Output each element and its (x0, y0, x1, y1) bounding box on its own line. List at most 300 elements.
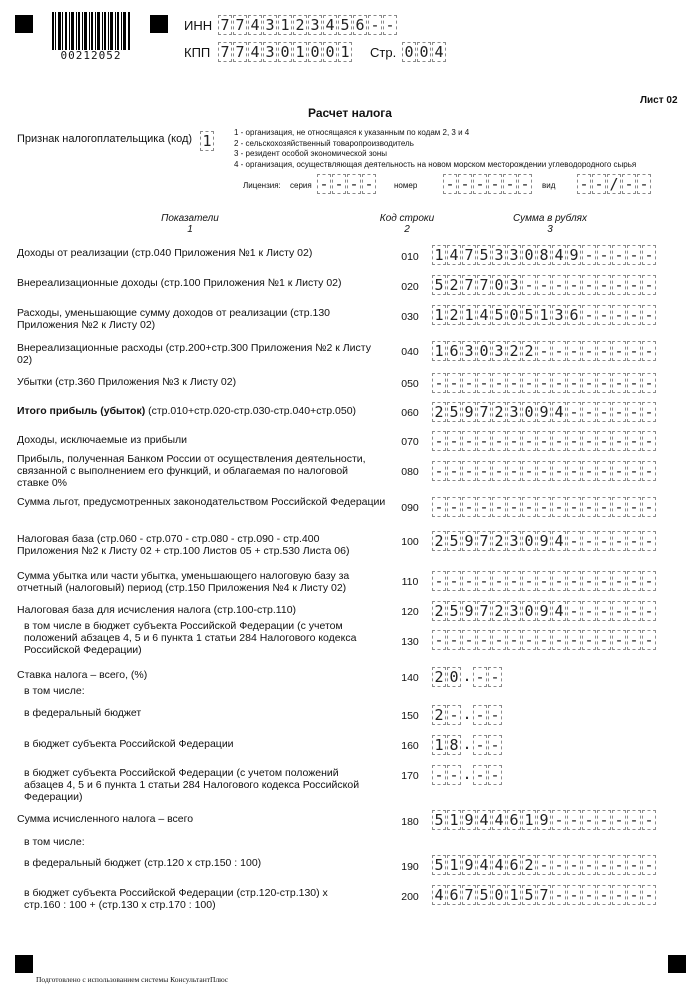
corner-marker-bottom-right (668, 955, 686, 973)
rate-frac-cell: - (488, 705, 502, 725)
amount-cells (432, 497, 657, 517)
amount-cell: 7 (477, 601, 491, 621)
row-label-130 (24, 620, 364, 656)
amount-cells (432, 275, 657, 295)
row-label-110 (17, 570, 372, 594)
amount-cells (432, 571, 657, 591)
inn-cell: 3 (263, 15, 277, 35)
amount-cell: - (627, 497, 641, 517)
amount-cell: 4 (447, 245, 461, 265)
amount-cell: 1 (447, 855, 461, 875)
amount-cell: - (612, 373, 626, 393)
amount-cell: - (447, 461, 461, 481)
amount-cell: - (597, 630, 611, 650)
amount-cell: - (537, 373, 551, 393)
rate-frac-cell: - (473, 735, 487, 755)
amount-cell: 3 (507, 245, 521, 265)
amount-cell: - (612, 275, 626, 295)
rate-frac-cell: - (488, 765, 502, 785)
license-series-cell: - (347, 174, 361, 194)
license-type-cell: / (607, 174, 621, 194)
amount-cells (432, 431, 657, 451)
amount-cell: - (627, 885, 641, 905)
amount-cell: 9 (462, 855, 476, 875)
license-type-cells (577, 174, 652, 194)
amount-cell: - (432, 630, 446, 650)
amount-cell: - (642, 245, 656, 265)
computed-code: 180 (401, 816, 419, 828)
row-label-text: Убытки (стр.360 Приложения №3 к Листу 02) (17, 376, 237, 388)
amount-cell: - (567, 497, 581, 517)
amount-cell: 0 (492, 885, 506, 905)
license-series-cell: - (332, 174, 346, 194)
rate-decimal-point: . (462, 667, 472, 685)
amount-cell: 0 (507, 305, 521, 325)
column-header-sum-title: Сумма в рублях (513, 213, 587, 224)
rate-code: 150 (401, 710, 419, 722)
amount-cell: - (597, 571, 611, 591)
computed-total-label: Сумма исчисленного налога – всего (17, 813, 194, 825)
taxpayer-label: Признак налогоплательщика (код) (17, 133, 193, 145)
amount-cell: - (642, 855, 656, 875)
amount-cell: - (447, 497, 461, 517)
amount-cell: - (582, 373, 596, 393)
amount-cell: - (627, 275, 641, 295)
kpp-cell: 0 (323, 42, 337, 62)
license-series-cell: - (317, 174, 331, 194)
amount-cell: - (522, 275, 536, 295)
row-label-070 (17, 434, 387, 446)
amount-cells (432, 305, 657, 325)
amount-cell: 2 (522, 855, 536, 875)
inn-cell: - (383, 15, 397, 35)
amount-cell: - (567, 341, 581, 361)
amount-cell: 0 (492, 275, 506, 295)
amount-cell: - (537, 341, 551, 361)
barcode-bars (52, 12, 130, 50)
column-header-sum-number: 3 (547, 224, 553, 235)
amount-cell: 3 (507, 601, 521, 621)
license-number-cell: - (473, 174, 487, 194)
amount-cell: - (627, 531, 641, 551)
amount-cell: 5 (492, 305, 506, 325)
amount-cell: 9 (462, 402, 476, 422)
amount-cell: 4 (552, 601, 566, 621)
amount-cell: - (642, 402, 656, 422)
amount-cell: - (552, 885, 566, 905)
amount-cell: - (537, 855, 551, 875)
amount-cell: - (552, 275, 566, 295)
amount-cell: 7 (537, 885, 551, 905)
amount-cell: 4 (477, 810, 491, 830)
inn-cell: 7 (233, 15, 247, 35)
amount-cell: 0 (522, 402, 536, 422)
amount-cell: 0 (522, 245, 536, 265)
row-label-040 (17, 342, 387, 366)
amount-cell: - (567, 571, 581, 591)
amount-cell: - (567, 601, 581, 621)
amount-cell: - (507, 461, 521, 481)
amount-cell: - (627, 373, 641, 393)
amount-cell: - (642, 497, 656, 517)
amount-cell: - (597, 245, 611, 265)
amount-cell: 2 (492, 601, 506, 621)
kpp-cell: 7 (218, 42, 232, 62)
row-label-text: Доходы, исключаемые из прибыли (17, 434, 188, 446)
amount-cell: - (597, 601, 611, 621)
amount-cell: 4 (552, 245, 566, 265)
taxpayer-code-cells (200, 131, 215, 151)
amount-cell: - (522, 630, 536, 650)
amount-cell: 5 (447, 601, 461, 621)
amount-cell: - (537, 571, 551, 591)
computed-label-190: в федеральный бюджет (стр.120 х стр.150 : 100) (24, 857, 262, 869)
amount-cell: 6 (507, 810, 521, 830)
rate-decimal-point: . (462, 735, 472, 753)
sheet-label: Лист 02 (640, 95, 678, 106)
amount-cell: - (462, 571, 476, 591)
amount-cell: 1 (432, 305, 446, 325)
amount-cell: - (477, 571, 491, 591)
amount-cell: 3 (507, 531, 521, 551)
taxpayer-code-4: 4 - организация, осуществляющая деятельность на новом морском месторождении углеводородного сырья (234, 159, 637, 169)
row-label-080 (17, 453, 372, 489)
kpp-cell: 0 (308, 42, 322, 62)
kpp-cell: 7 (233, 42, 247, 62)
amount-cell: - (462, 373, 476, 393)
row-label-text: Внереализационные расходы (стр.200+стр.300 Приложения №2 к Листу 02) (17, 342, 371, 366)
barcode (52, 12, 130, 52)
amount-cell: 1 (537, 305, 551, 325)
amount-cell: - (432, 373, 446, 393)
amount-cell: - (537, 431, 551, 451)
rate-frac-cell: - (488, 735, 502, 755)
amount-cells (432, 601, 657, 621)
amount-cell: - (642, 461, 656, 481)
rate-code: 160 (401, 740, 419, 752)
amount-cell: - (432, 431, 446, 451)
corner-marker-top-left (15, 15, 33, 33)
amount-cell: - (597, 373, 611, 393)
amount-cell: - (582, 341, 596, 361)
row-code: 080 (401, 466, 419, 478)
amount-cell: - (582, 571, 596, 591)
taxpayer-code-cell: 1 (200, 131, 214, 151)
amount-cell: 2 (507, 341, 521, 361)
amount-cell: - (477, 497, 491, 517)
amount-cell: - (627, 855, 641, 875)
column-header-indicators-number: 1 (187, 224, 193, 235)
amount-cell: - (522, 461, 536, 481)
inn-cell: - (368, 15, 382, 35)
row-label-bold: Итого прибыль (убыток) (17, 405, 146, 417)
computed-label-200: в бюджет субъекта Российской Федерации (стр.120-стр.130) х стр.160 : 100 + (стр.130 х стр.170 : 100) (24, 887, 328, 911)
row-label-text: (стр.010+стр.020-стр.030-стр.040+стр.050) (145, 405, 357, 417)
row-label-text: Расходы, уменьшающие сумму доходов от реализации (стр.130 Приложения №2 к Листу 02) (17, 307, 331, 331)
amount-cell: - (462, 497, 476, 517)
amount-cell: - (597, 531, 611, 551)
rate-frac-cell: - (473, 705, 487, 725)
amount-cell: 6 (447, 341, 461, 361)
amount-cell: - (432, 497, 446, 517)
amount-cell: 7 (477, 402, 491, 422)
amount-cell: 7 (462, 275, 476, 295)
amount-cell: - (612, 402, 626, 422)
amount-cell: - (522, 431, 536, 451)
column-header-code-title: Код строки (379, 213, 435, 224)
amount-cell: 1 (507, 885, 521, 905)
row-label-text: Сумма убытка или части убытка, уменьшающего налоговую базу за отчетный (налоговый) период (стр.150 Приложения №4 к Листу 02) (17, 570, 350, 594)
row-code: 130 (401, 636, 419, 648)
amount-cells (432, 461, 657, 481)
amount-cell: - (612, 810, 626, 830)
amount-cell: - (537, 275, 551, 295)
amount-cell: - (552, 461, 566, 481)
amount-cell: - (597, 885, 611, 905)
license-type-label: вид (542, 181, 556, 190)
amount-cell: - (612, 341, 626, 361)
amount-cell: - (582, 531, 596, 551)
amount-cell: 7 (462, 245, 476, 265)
amount-cell: 4 (552, 531, 566, 551)
rate-code: 140 (401, 672, 419, 684)
amount-cell: - (552, 810, 566, 830)
amount-cell: - (477, 630, 491, 650)
amount-cells (432, 630, 657, 650)
amount-cell: - (612, 245, 626, 265)
amount-cell: - (492, 461, 506, 481)
amount-cell: 1 (462, 305, 476, 325)
amount-cell: - (477, 373, 491, 393)
amount-cell: - (612, 630, 626, 650)
amount-cell: - (597, 431, 611, 451)
amount-cell: - (492, 630, 506, 650)
kpp-cells (218, 42, 353, 62)
amount-cell: - (597, 402, 611, 422)
kpp-cell: 4 (248, 42, 262, 62)
amount-cell: - (492, 571, 506, 591)
amount-cell: - (612, 431, 626, 451)
corner-marker-top-right (150, 15, 168, 33)
amount-cell: - (597, 461, 611, 481)
amount-cell: - (642, 810, 656, 830)
amount-cell: - (582, 275, 596, 295)
amount-cell: - (462, 630, 476, 650)
amount-cell: - (507, 571, 521, 591)
amount-cell: 1 (432, 341, 446, 361)
amount-cell: - (582, 245, 596, 265)
amount-cell: 5 (432, 275, 446, 295)
amount-cell: 3 (552, 305, 566, 325)
license-series-cells (317, 174, 377, 194)
amount-cell: 4 (477, 855, 491, 875)
row-code: 070 (401, 436, 419, 448)
amount-cells (432, 885, 657, 905)
license-number-cell: - (443, 174, 457, 194)
amount-cell: - (642, 885, 656, 905)
amount-cell: - (567, 431, 581, 451)
license-type-cell: - (592, 174, 606, 194)
rate-int-cell: 1 (432, 735, 446, 755)
rate-int-cell: 2 (432, 705, 446, 725)
amount-cell: 1 (432, 245, 446, 265)
amount-cell: - (522, 571, 536, 591)
amount-cells (432, 341, 657, 361)
license-series-label: серия (290, 181, 312, 190)
column-header-indicators-title: Показатели (161, 213, 219, 224)
row-label-050 (17, 376, 387, 388)
column-header-code (372, 213, 442, 235)
amount-cell: 8 (537, 245, 551, 265)
amount-cell: - (582, 601, 596, 621)
rate-cells (432, 705, 503, 725)
amount-cell: - (432, 571, 446, 591)
amount-cell: 5 (477, 885, 491, 905)
inn-cell: 1 (278, 15, 292, 35)
amount-cell: 5 (522, 305, 536, 325)
inn-cells (218, 15, 398, 35)
amount-cell: 9 (537, 601, 551, 621)
license-number-cells (443, 174, 533, 194)
row-label-text: Прибыль, полученная Банком России от осуществления деятельности, связанной с выполнением его функций, и облагаемая по налоговой ставке 0% (17, 453, 366, 489)
amount-cell: - (447, 630, 461, 650)
row-code: 050 (401, 378, 419, 390)
amount-cell: 5 (447, 402, 461, 422)
amount-cell: - (582, 461, 596, 481)
amount-cells (432, 402, 657, 422)
amount-cell: - (567, 810, 581, 830)
license-number-cell: - (518, 174, 532, 194)
amount-cell: 2 (492, 402, 506, 422)
amount-cell: - (462, 431, 476, 451)
rate-int-cell: 8 (447, 735, 461, 755)
amount-cell: - (522, 497, 536, 517)
amount-cell: - (552, 431, 566, 451)
row-label-120 (17, 604, 387, 616)
column-header-indicators (150, 213, 230, 235)
amount-cell: 0 (522, 531, 536, 551)
amount-cell: 9 (537, 402, 551, 422)
amount-cell: - (522, 373, 536, 393)
amount-cell: - (627, 810, 641, 830)
amount-cell: - (582, 402, 596, 422)
amount-cell: - (597, 855, 611, 875)
license-number-cell: - (488, 174, 502, 194)
amount-cell: - (567, 373, 581, 393)
taxpayer-code-1: 1 - организация, не относящаяся к указанным по кодам 2, 3 и 4 (234, 128, 470, 137)
computed-incl-label: в том числе: (24, 836, 85, 848)
amount-cell: - (447, 431, 461, 451)
amount-cells (432, 855, 657, 875)
rate-label-170: в бюджет субъекта Российской Федерации (с учетом положений абзацев 4, 5 и 6 пункта 1 статьи 284 Налогового кодекса Российской Федерации) (24, 767, 360, 803)
row-code: 110 (401, 576, 419, 588)
page-cell: 0 (402, 42, 416, 62)
row-code: 120 (401, 606, 419, 618)
row-label-text: в том числе в бюджет субъекта Российской Федерации (с учетом положений абзацев 4, 5 и 6 пункта 1 статьи 284 Налогового кодекса Российской Федерации) (24, 620, 357, 656)
column-header-code-number: 2 (404, 224, 410, 235)
inn-cell: 7 (218, 15, 232, 35)
inn-cell: 2 (293, 15, 307, 35)
amount-cell: 7 (477, 531, 491, 551)
amount-cell: - (612, 461, 626, 481)
amount-cell: - (597, 497, 611, 517)
page-cell: 4 (432, 42, 446, 62)
license-number-cell: - (458, 174, 472, 194)
amount-cell: - (612, 571, 626, 591)
row-label-100 (17, 533, 372, 557)
rate-label-150: в федеральный бюджет (24, 707, 142, 719)
amount-cell: - (552, 373, 566, 393)
amount-cell: - (492, 497, 506, 517)
amount-cell: - (582, 497, 596, 517)
amount-cell: - (627, 402, 641, 422)
amount-cell: 2 (432, 402, 446, 422)
corner-marker-bottom-left (15, 955, 33, 973)
amount-cell: 2 (492, 531, 506, 551)
amount-cell: - (597, 275, 611, 295)
amount-cell: - (612, 855, 626, 875)
kpp-cell: 3 (263, 42, 277, 62)
rate-decimal-point: . (462, 765, 472, 783)
amount-cell: - (627, 601, 641, 621)
inn-cell: 4 (323, 15, 337, 35)
amount-cell: 5 (522, 885, 536, 905)
rate-decimal-point: . (462, 705, 472, 723)
rate-label-160: в бюджет субъекта Российской Федерации (24, 738, 234, 750)
license-label: Лицензия: (243, 181, 281, 190)
amount-cell: - (642, 571, 656, 591)
amount-cell: - (537, 630, 551, 650)
amount-cell: - (567, 630, 581, 650)
license-number-cell: - (503, 174, 517, 194)
amount-cell: 6 (567, 305, 581, 325)
amount-cell: - (552, 497, 566, 517)
page-cell: 0 (417, 42, 431, 62)
license-number-label: номер (394, 181, 418, 190)
amount-cell: 1 (447, 810, 461, 830)
inn-cell: 4 (248, 15, 262, 35)
amount-cell: 9 (537, 531, 551, 551)
amount-cell: - (507, 497, 521, 517)
amount-cell: 5 (447, 531, 461, 551)
inn-cell: 6 (353, 15, 367, 35)
amount-cell: - (642, 601, 656, 621)
amount-cell: - (567, 275, 581, 295)
row-code: 100 (401, 536, 419, 548)
rate-cells (432, 765, 503, 785)
computed-code: 190 (401, 861, 419, 873)
rate-int-cell: 0 (447, 667, 461, 687)
rate-frac-cell: - (473, 765, 487, 785)
kpp-label: КПП (184, 45, 211, 60)
rate-cells (432, 667, 503, 687)
amount-cell: 0 (477, 341, 491, 361)
row-code: 020 (401, 281, 419, 293)
amount-cell: - (507, 630, 521, 650)
rate-cells (432, 735, 503, 755)
amount-cell: 1 (522, 810, 536, 830)
amount-cell: 2 (522, 341, 536, 361)
kpp-cell: 0 (278, 42, 292, 62)
row-label-text: Налоговая база (стр.060 - стр.070 - стр.080 - стр.090 - стр.400 Приложения №2 к Листу 02 + стр.100 Листов 05 + стр.530 Листа 06) (17, 533, 350, 557)
amount-cell: 7 (477, 275, 491, 295)
amount-cell: 4 (477, 305, 491, 325)
amount-cell: 3 (507, 275, 521, 295)
amount-cell: - (567, 885, 581, 905)
amount-cell: 9 (567, 245, 581, 265)
amount-cell: - (642, 531, 656, 551)
amount-cell: - (492, 373, 506, 393)
